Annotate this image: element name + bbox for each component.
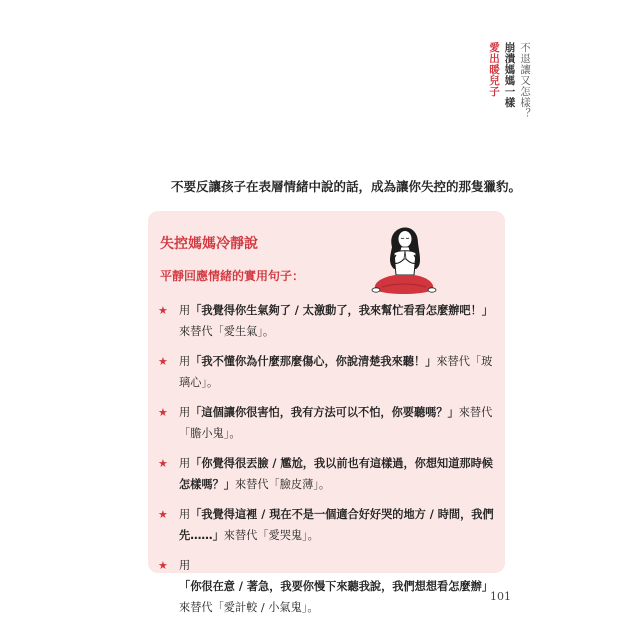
star-bullet-icon: ★ — [158, 559, 168, 572]
running-head — [489, 42, 531, 122]
box-title: 失控媽媽冷靜說 — [160, 236, 258, 252]
list-item: ★ 用「我覺得這裡 / 現在不是一個適合好好哭的地方 / 時間，我們先……」來替代「愛哭鬼」。 — [156, 504, 501, 546]
meditating-woman-icon — [356, 217, 452, 303]
running-head-line-2: 崩潰媽媽一樣 — [503, 42, 516, 108]
running-head-line-1: 不退讓又怎樣？ — [519, 42, 531, 119]
star-bullet-icon: ★ — [158, 355, 168, 368]
list-item: ★ 用「你很在意 / 著急，我要你慢下來聽我說，我們想想看怎麼辦」來替代「愛計較 / 小氣鬼」。 — [156, 555, 501, 618]
running-head-line-3: 愛出暖兒子 — [488, 42, 500, 97]
list-item: ★ 用「我不懂你為什麼那麼傷心，你說清楚我來聽！」來替代「玻璃心」。 — [156, 351, 501, 393]
intro-sentence: 不要反讓孩子在表層情緒中說的話，成為讓你失控的那隻獵豹。 — [171, 179, 522, 194]
list-item: ★ 用「我覺得你生氣夠了 / 太激動了，我來幫忙看看怎麼辦吧！」來替代「愛生氣」。 — [156, 300, 501, 342]
list-item: ★ 用「這個讓你很害怕，我有方法可以不怕，你要聽嗎？」來替代「膽小鬼」。 — [156, 402, 501, 444]
star-bullet-icon: ★ — [158, 508, 168, 521]
box-subtitle: 平靜回應情緒的實用句子： — [160, 269, 305, 283]
tips-list — [156, 300, 501, 627]
page-number: 101 — [490, 590, 511, 603]
star-bullet-icon: ★ — [158, 304, 168, 317]
star-bullet-icon: ★ — [158, 457, 168, 470]
list-item: ★ 用「你覺得很丟臉 / 尷尬，我以前也有這樣過，你想知道那時候怎樣嗎？」來替代「臉皮薄」。 — [156, 453, 501, 495]
star-bullet-icon: ★ — [158, 406, 168, 419]
